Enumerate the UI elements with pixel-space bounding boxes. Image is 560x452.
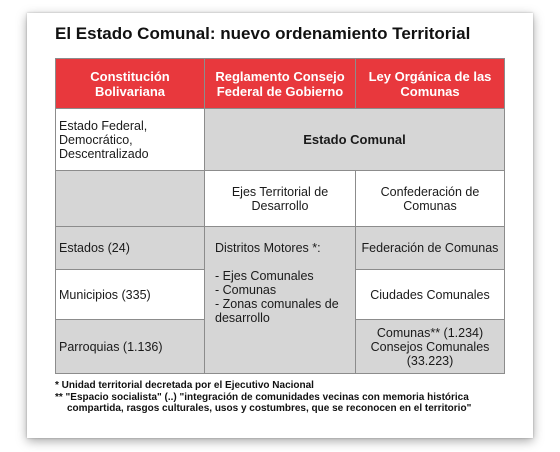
cell-estados: Estados (24) <box>55 226 205 270</box>
slide-title: El Estado Comunal: nuevo ordenamiento Territorial <box>55 24 471 43</box>
distritos-list: - Ejes Comunales - Comunas - Zonas comunales de desarrollo <box>215 269 339 325</box>
cell-ejes-territorial: Ejes Territorial de Desarrollo <box>204 170 356 227</box>
cell-municipios: Municipios (335) <box>55 269 205 320</box>
cell-estado-comunal: Estado Comunal <box>204 108 505 171</box>
header-ley-organica: Ley Orgánica de las Comunas <box>355 58 505 109</box>
cell-parroquias: Parroquias (1.136) <box>55 319 205 374</box>
cell-comunas: Comunas** (1.234) Consejos Comunales (33.223) <box>355 319 505 374</box>
header-constitucion: Constitución Bolivariana <box>55 58 205 109</box>
footnote-2-cont: compartida, rasgos culturales, usos y costumbres, que se reconocen en el territorio" <box>67 403 472 414</box>
footnote-1: * Unidad territorial decretada por el Ejecutivo Nacional <box>55 380 314 391</box>
footnote-2: ** "Espacio socialista" (..) "integración de comunidades vecinas con memoria histórica <box>55 391 469 403</box>
cell-ciudades: Ciudades Comunales <box>355 269 505 320</box>
cell-distritos-motores <box>204 226 356 374</box>
distritos-title: Distritos Motores *: <box>215 241 321 255</box>
cell-federacion: Federación de Comunas <box>355 226 505 270</box>
footnotes <box>55 380 471 415</box>
cell-estado-federal: Estado Federal, Democrático, Descentralizado <box>55 108 205 171</box>
cell-confederacion: Confederación de Comunas <box>355 170 505 227</box>
cell-empty <box>55 170 205 227</box>
header-reglamento: Reglamento Consejo Federal de Gobierno <box>204 58 356 109</box>
